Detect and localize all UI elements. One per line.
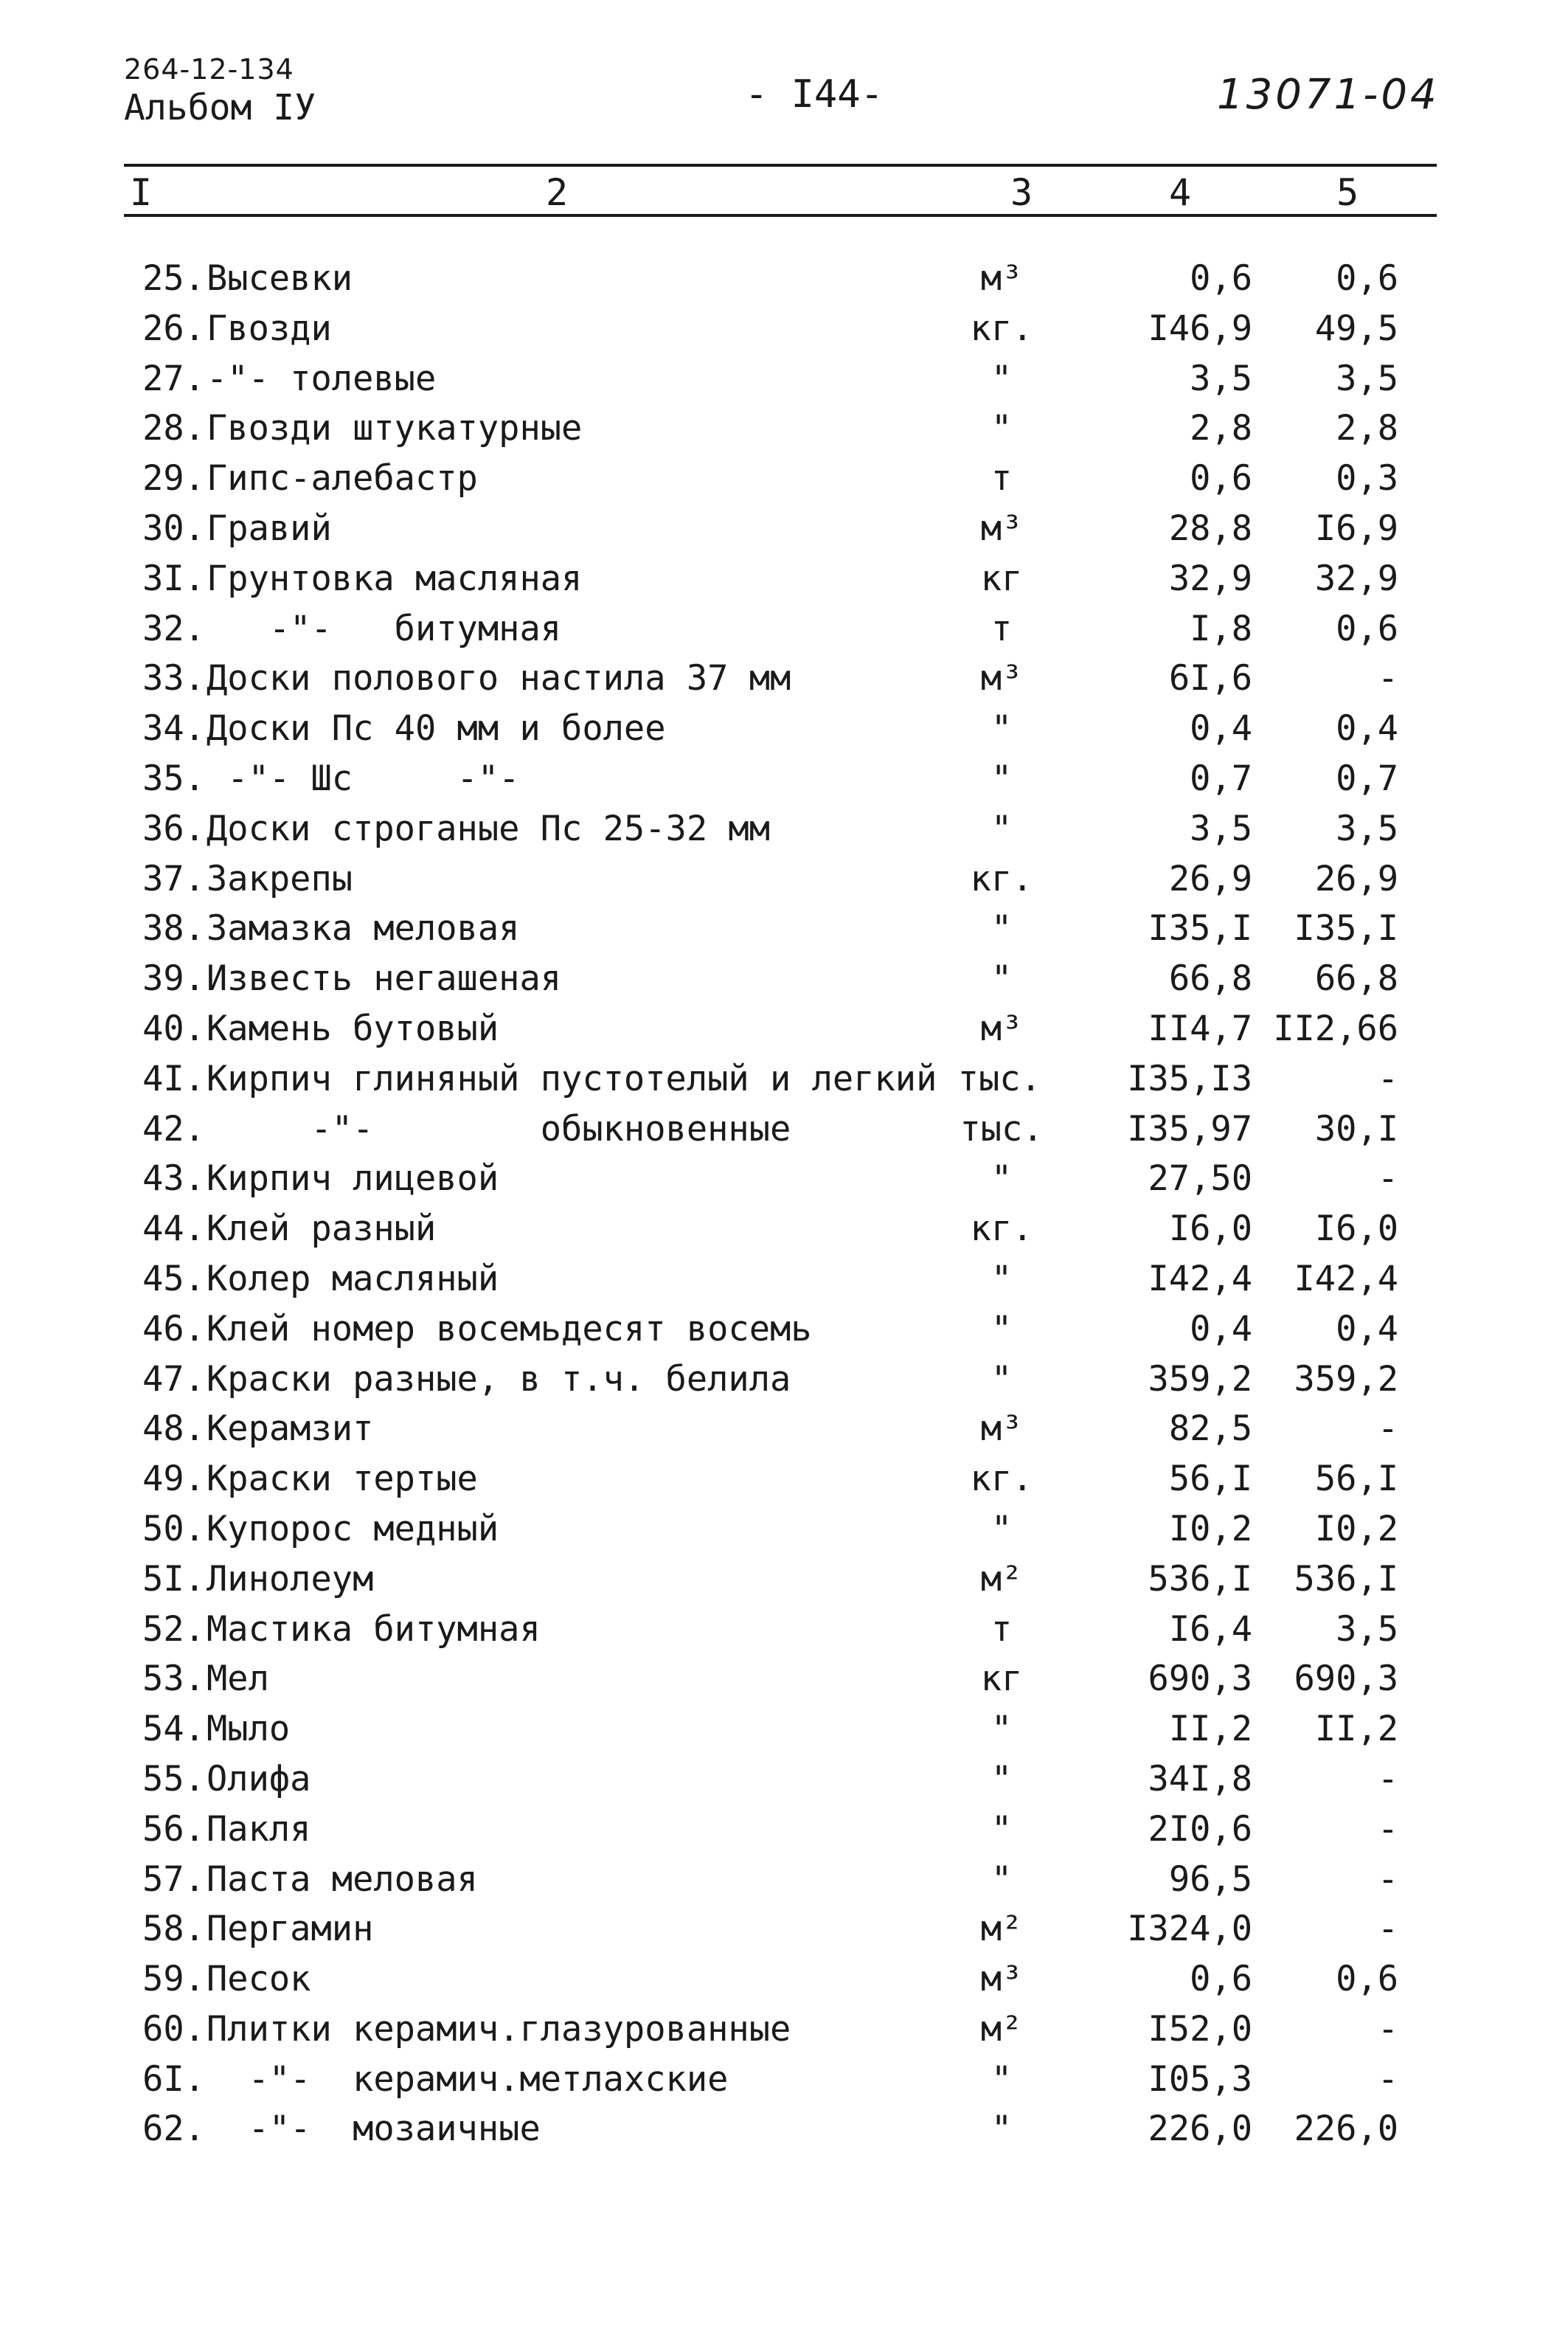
row-number: 37. bbox=[142, 858, 205, 899]
document-code: 264-12-134 bbox=[124, 53, 294, 86]
quantity-col5: 2,8 bbox=[1336, 408, 1398, 449]
material-name: Линолеум bbox=[207, 1558, 374, 1599]
table-row bbox=[124, 2059, 1437, 2109]
quantity-col5: I6,0 bbox=[1314, 1208, 1398, 1250]
material-name: Краски разные, в т.ч. белила bbox=[207, 1358, 791, 1400]
quantity-col4: 0,6 bbox=[1190, 458, 1252, 499]
quantity-col4: 0,4 bbox=[1190, 1308, 1252, 1349]
material-name: Пакля bbox=[207, 1808, 311, 1850]
quantity-col4: 34I,8 bbox=[1148, 1758, 1252, 1799]
unit-of-measure: " bbox=[991, 908, 1013, 950]
material-name: Керамзит bbox=[207, 1408, 374, 1450]
row-number: 50. bbox=[142, 1508, 205, 1549]
row-number: 4I. bbox=[142, 1058, 205, 1099]
unit-of-measure: " bbox=[991, 1709, 1013, 1750]
quantity-col4: 66,8 bbox=[1168, 958, 1252, 1000]
row-number: 46. bbox=[142, 1308, 205, 1349]
quantity-col5: 3,5 bbox=[1336, 808, 1398, 849]
material-name: Кирпич глиняный пустотелый и легкий тыс. bbox=[207, 1058, 1041, 1099]
quantity-col5: - bbox=[1377, 1808, 1398, 1850]
quantity-col5: 3,5 bbox=[1336, 1608, 1398, 1650]
table-row bbox=[124, 1859, 1437, 1909]
row-number: 62. bbox=[142, 2109, 205, 2150]
quantity-col5: I6,9 bbox=[1314, 508, 1398, 549]
row-number: 47. bbox=[142, 1358, 205, 1400]
table-row bbox=[124, 558, 1437, 609]
table-row bbox=[124, 1208, 1437, 1259]
quantity-col4: 536,I bbox=[1148, 1558, 1252, 1599]
quantity-col5: I35,I bbox=[1294, 908, 1398, 950]
quantity-col5: - bbox=[1377, 1158, 1398, 1200]
quantity-col4: 26,9 bbox=[1168, 858, 1252, 899]
material-name: -"- Шс -"- bbox=[207, 758, 520, 799]
unit-of-measure: " bbox=[991, 1808, 1013, 1850]
row-number: 6I. bbox=[142, 2058, 205, 2100]
unit-of-measure: м³ bbox=[980, 258, 1023, 299]
table-row bbox=[124, 1609, 1437, 1659]
row-number: 27. bbox=[142, 358, 205, 399]
quantity-col4: 0,6 bbox=[1190, 1959, 1252, 2000]
quantity-col4: 0,7 bbox=[1190, 758, 1252, 799]
material-name: Доски полового настила 37 мм bbox=[207, 658, 791, 699]
table-row bbox=[124, 1009, 1437, 1059]
row-number: 42. bbox=[142, 1108, 205, 1149]
unit-of-measure: тыс. bbox=[960, 1108, 1044, 1149]
quantity-col5: 536,I bbox=[1294, 1558, 1398, 1599]
row-number: 57. bbox=[142, 1858, 205, 1900]
table-row bbox=[124, 1109, 1437, 1159]
unit-of-measure: " bbox=[991, 958, 1013, 1000]
table-row bbox=[124, 708, 1437, 758]
quantity-col5: 30,I bbox=[1314, 1108, 1398, 1149]
quantity-col5: 3,5 bbox=[1336, 358, 1398, 399]
table-top-rule bbox=[124, 164, 1437, 167]
unit-of-measure: " bbox=[991, 2058, 1013, 2100]
table-row bbox=[124, 809, 1437, 859]
material-name: Песок bbox=[207, 1959, 311, 2000]
material-name: Олифа bbox=[207, 1758, 311, 1799]
quantity-col4: II,2 bbox=[1168, 1709, 1252, 1750]
row-number: 38. bbox=[142, 908, 205, 950]
quantity-col5: II2,66 bbox=[1273, 1008, 1398, 1049]
material-name: Доски Пс 40 мм и более bbox=[207, 708, 666, 750]
row-number: 44. bbox=[142, 1208, 205, 1250]
unit-of-measure: м² bbox=[980, 1909, 1023, 1950]
material-name: Известь негашеная bbox=[207, 958, 562, 1000]
material-name: -"- толевые bbox=[207, 358, 437, 399]
header-left bbox=[124, 52, 316, 128]
quantity-col4: 27,50 bbox=[1148, 1158, 1252, 1200]
table-row bbox=[124, 609, 1437, 659]
material-name: Доски строганые Пс 25-32 мм bbox=[207, 808, 771, 849]
material-name: Колер масляный bbox=[207, 1258, 499, 1299]
row-number: 53. bbox=[142, 1658, 205, 1700]
table-row bbox=[124, 658, 1437, 708]
unit-of-measure: " bbox=[991, 1308, 1013, 1349]
unit-of-measure: т bbox=[991, 608, 1013, 649]
material-name: Гипс-алебастр bbox=[207, 458, 478, 499]
table-row bbox=[124, 1709, 1437, 1759]
row-number: 58. bbox=[142, 1909, 205, 1950]
row-number: 60. bbox=[142, 2008, 205, 2050]
quantity-col4: I6,0 bbox=[1168, 1208, 1252, 1250]
table-row bbox=[124, 908, 1437, 958]
row-number: 40. bbox=[142, 1008, 205, 1049]
quantity-col5: 0,6 bbox=[1336, 258, 1398, 299]
row-number: 32. bbox=[142, 608, 205, 649]
unit-of-measure: " bbox=[991, 758, 1013, 799]
unit-of-measure: " bbox=[991, 1758, 1013, 1799]
material-name: Гвозди штукатурные bbox=[207, 408, 583, 449]
table-row bbox=[124, 359, 1437, 409]
table-row bbox=[124, 1959, 1437, 2009]
quantity-col5: I0,2 bbox=[1314, 1508, 1398, 1549]
row-number: 29. bbox=[142, 458, 205, 499]
unit-of-measure: м² bbox=[980, 1558, 1023, 1599]
table-row bbox=[124, 1259, 1437, 1309]
quantity-col4: 2,8 bbox=[1190, 408, 1252, 449]
quantity-col5: 690,3 bbox=[1294, 1658, 1398, 1700]
table-row bbox=[124, 1759, 1437, 1809]
quantity-col5: 0,4 bbox=[1336, 1308, 1398, 1349]
quantity-col4: I0,2 bbox=[1168, 1508, 1252, 1549]
unit-of-measure: м² bbox=[980, 2008, 1023, 2050]
unit-of-measure: кг. bbox=[970, 1459, 1033, 1500]
quantity-col5: 32,9 bbox=[1314, 558, 1398, 599]
quantity-col5: 0,6 bbox=[1336, 1959, 1398, 2000]
material-name: Мел bbox=[207, 1658, 269, 1700]
row-number: 55. bbox=[142, 1758, 205, 1799]
table-row bbox=[124, 1408, 1437, 1459]
quantity-col4: I35,I bbox=[1148, 908, 1252, 950]
table-row bbox=[124, 1809, 1437, 1859]
table-row bbox=[124, 758, 1437, 809]
material-name: -"- битумная bbox=[207, 608, 562, 649]
column-header-2: 2 bbox=[546, 171, 569, 214]
row-number: 34. bbox=[142, 708, 205, 750]
quantity-col4: I05,3 bbox=[1148, 2058, 1252, 2100]
unit-of-measure: т bbox=[991, 1608, 1013, 1650]
unit-of-measure: кг bbox=[980, 1658, 1023, 1700]
unit-of-measure: м³ bbox=[980, 1008, 1023, 1049]
quantity-col4: II4,7 bbox=[1148, 1008, 1252, 1049]
quantity-col5: - bbox=[1377, 1758, 1398, 1799]
unit-of-measure: " bbox=[991, 1358, 1013, 1400]
quantity-col5: 359,2 bbox=[1294, 1358, 1398, 1400]
material-name: -"- обыкновенные bbox=[207, 1108, 791, 1149]
material-name: Гвозди bbox=[207, 308, 332, 349]
material-name: Мастика битумная bbox=[207, 1608, 541, 1650]
quantity-col5: - bbox=[1377, 2008, 1398, 2050]
row-number: 49. bbox=[142, 1459, 205, 1500]
material-name: -"- керамич.метлахские bbox=[207, 2058, 729, 2100]
quantity-col4: 2I0,6 bbox=[1148, 1808, 1252, 1850]
quantity-col4: 690,3 bbox=[1148, 1658, 1252, 1700]
table-row bbox=[124, 1459, 1437, 1509]
quantity-col4: 6I,6 bbox=[1168, 658, 1252, 699]
quantity-col4: 226,0 bbox=[1148, 2109, 1252, 2150]
row-number: 35. bbox=[142, 758, 205, 799]
table-header-rule bbox=[124, 214, 1437, 217]
row-number: 3I. bbox=[142, 558, 205, 599]
material-name: Плитки керамич.глазурованные bbox=[207, 2008, 791, 2050]
unit-of-measure: м³ bbox=[980, 1408, 1023, 1450]
unit-of-measure: " bbox=[991, 408, 1013, 449]
materials-table-body bbox=[124, 258, 1437, 2159]
quantity-col4: 82,5 bbox=[1168, 1408, 1252, 1450]
quantity-col4: 3,5 bbox=[1190, 808, 1252, 849]
row-number: 36. bbox=[142, 808, 205, 849]
material-name: Кирпич лицевой bbox=[207, 1158, 499, 1200]
quantity-col5: 49,5 bbox=[1314, 308, 1398, 349]
unit-of-measure: м³ bbox=[980, 1959, 1023, 2000]
unit-of-measure: " bbox=[991, 808, 1013, 849]
material-name: Камень бутовый bbox=[207, 1008, 499, 1049]
row-number: 30. bbox=[142, 508, 205, 549]
row-number: 5I. bbox=[142, 1558, 205, 1599]
quantity-col5: - bbox=[1377, 2058, 1398, 2100]
unit-of-measure: кг. bbox=[970, 308, 1033, 349]
album-label: Альбом IУ bbox=[124, 87, 316, 128]
quantity-col5: 0,3 bbox=[1336, 458, 1398, 499]
table-row bbox=[124, 1309, 1437, 1359]
quantity-col5: 0,4 bbox=[1336, 708, 1398, 750]
column-header-4: 4 bbox=[1169, 171, 1192, 214]
table-row bbox=[124, 958, 1437, 1009]
quantity-col4: I35,97 bbox=[1127, 1108, 1252, 1149]
unit-of-measure: " bbox=[991, 1258, 1013, 1299]
table-row bbox=[124, 859, 1437, 909]
row-number: 54. bbox=[142, 1709, 205, 1750]
table-row bbox=[124, 2009, 1437, 2059]
quantity-col5: 26,9 bbox=[1314, 858, 1398, 899]
row-number: 43. bbox=[142, 1158, 205, 1200]
row-number: 25. bbox=[142, 258, 205, 299]
unit-of-measure: " bbox=[991, 1508, 1013, 1549]
unit-of-measure: " bbox=[991, 708, 1013, 750]
quantity-col5: - bbox=[1377, 1408, 1398, 1450]
quantity-col4: I35,I3 bbox=[1127, 1058, 1252, 1099]
quantity-col5: I42,4 bbox=[1294, 1258, 1398, 1299]
unit-of-measure: " bbox=[991, 1858, 1013, 1900]
quantity-col4: I,8 bbox=[1190, 608, 1252, 649]
quantity-col5: - bbox=[1377, 1858, 1398, 1900]
quantity-col5: 226,0 bbox=[1294, 2109, 1398, 2150]
material-name: Паста меловая bbox=[207, 1858, 478, 1900]
material-name: Мыло bbox=[207, 1709, 291, 1750]
quantity-col4: I6,4 bbox=[1168, 1608, 1252, 1650]
material-name: Пергамин bbox=[207, 1909, 374, 1950]
material-name: Клей разный bbox=[207, 1208, 437, 1250]
unit-of-measure: т bbox=[991, 458, 1013, 499]
quantity-col4: 0,4 bbox=[1190, 708, 1252, 750]
unit-of-measure: " bbox=[991, 1158, 1013, 1200]
table-row bbox=[124, 1158, 1437, 1208]
material-name: Грунтовка масляная bbox=[207, 558, 583, 599]
quantity-col4: 0,6 bbox=[1190, 258, 1252, 299]
column-header-1: I bbox=[130, 171, 153, 214]
row-number: 56. bbox=[142, 1808, 205, 1850]
material-name: Краски тертые bbox=[207, 1459, 478, 1500]
unit-of-measure: кг. bbox=[970, 858, 1033, 899]
quantity-col5: II,2 bbox=[1314, 1709, 1398, 1750]
quantity-col4: 359,2 bbox=[1148, 1358, 1252, 1400]
quantity-col5: 0,6 bbox=[1336, 608, 1398, 649]
unit-of-measure: м³ bbox=[980, 508, 1023, 549]
row-number: 39. bbox=[142, 958, 205, 1000]
quantity-col4: 3,5 bbox=[1190, 358, 1252, 399]
inventory-number: 13071-04 bbox=[1217, 71, 1440, 119]
quantity-col5: 56,I bbox=[1314, 1459, 1398, 1500]
table-row bbox=[124, 1059, 1437, 1109]
unit-of-measure: кг bbox=[980, 558, 1023, 599]
quantity-col5: 0,7 bbox=[1336, 758, 1398, 799]
unit-of-measure: " bbox=[991, 2109, 1013, 2150]
material-name: Купорос медный bbox=[207, 1508, 499, 1549]
table-row bbox=[124, 1359, 1437, 1409]
unit-of-measure: кг. bbox=[970, 1208, 1033, 1250]
row-number: 48. bbox=[142, 1408, 205, 1450]
quantity-col5: - bbox=[1377, 658, 1398, 699]
page-number: - I44- bbox=[745, 72, 884, 117]
material-name: Замазка меловая bbox=[207, 908, 520, 950]
quantity-col4: 32,9 bbox=[1168, 558, 1252, 599]
table-row bbox=[124, 1658, 1437, 1709]
material-name: Клей номер восемьдесят восемь bbox=[207, 1308, 812, 1349]
row-number: 52. bbox=[142, 1608, 205, 1650]
column-header-3: 3 bbox=[1010, 171, 1033, 214]
quantity-col4: I46,9 bbox=[1148, 308, 1252, 349]
table-row bbox=[124, 2109, 1437, 2159]
material-name: -"- мозаичные bbox=[207, 2109, 541, 2150]
table-row bbox=[124, 1509, 1437, 1559]
table-row bbox=[124, 308, 1437, 359]
quantity-col4: 96,5 bbox=[1168, 1858, 1252, 1900]
row-number: 45. bbox=[142, 1258, 205, 1299]
column-header-5: 5 bbox=[1336, 171, 1359, 214]
table-row bbox=[124, 408, 1437, 458]
row-number: 26. bbox=[142, 308, 205, 349]
material-name: Высевки bbox=[207, 258, 353, 299]
unit-of-measure: " bbox=[991, 358, 1013, 399]
quantity-col4: I324,0 bbox=[1127, 1909, 1252, 1950]
quantity-col5: - bbox=[1377, 1909, 1398, 1950]
row-number: 59. bbox=[142, 1959, 205, 2000]
table-row bbox=[124, 458, 1437, 508]
quantity-col4: I52,0 bbox=[1148, 2008, 1252, 2050]
quantity-col4: 28,8 bbox=[1168, 508, 1252, 549]
quantity-col4: I42,4 bbox=[1148, 1258, 1252, 1299]
table-row bbox=[124, 508, 1437, 558]
table-row bbox=[124, 1909, 1437, 1959]
row-number: 33. bbox=[142, 658, 205, 699]
material-name: Гравий bbox=[207, 508, 332, 549]
material-name: Закрепы bbox=[207, 858, 353, 899]
quantity-col4: 56,I bbox=[1168, 1459, 1252, 1500]
row-number: 28. bbox=[142, 408, 205, 449]
table-row bbox=[124, 258, 1437, 308]
table-row bbox=[124, 1559, 1437, 1609]
quantity-col5: - bbox=[1377, 1058, 1398, 1099]
quantity-col5: 66,8 bbox=[1314, 958, 1398, 1000]
unit-of-measure: м³ bbox=[980, 658, 1023, 699]
